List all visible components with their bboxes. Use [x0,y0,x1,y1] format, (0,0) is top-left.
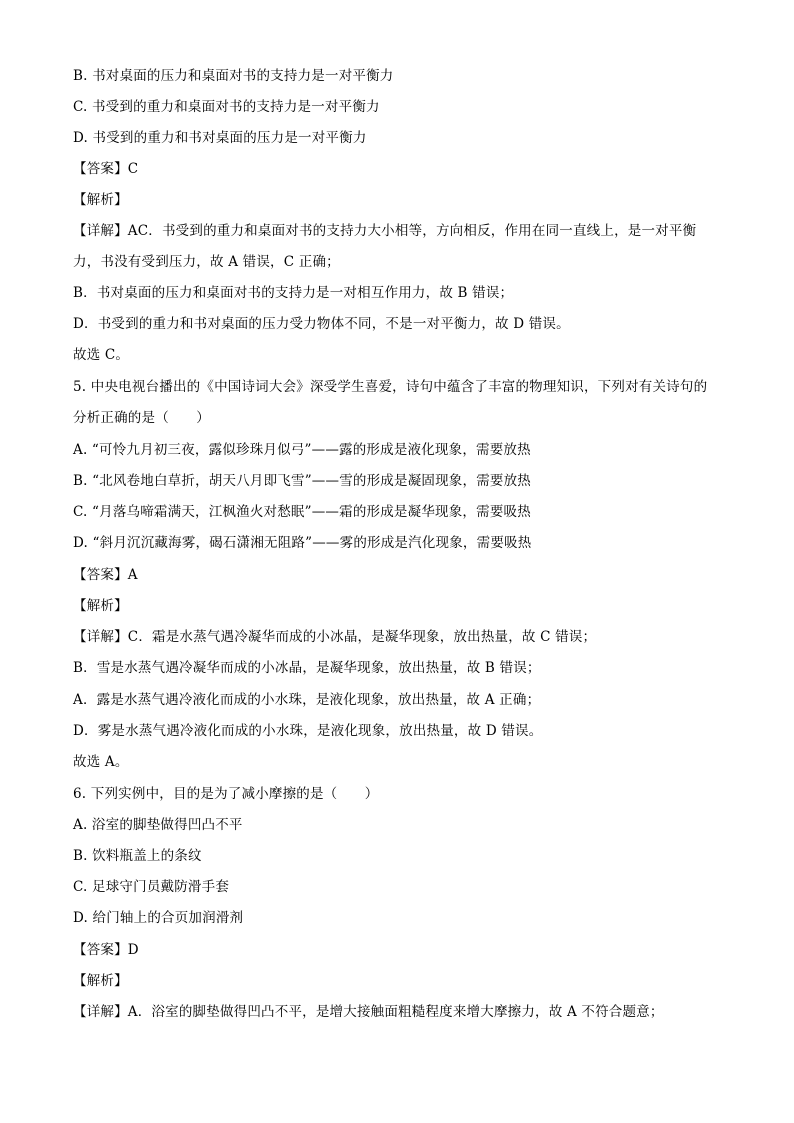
q4-detail-line-1: 【详解】AC．书受到的重力和桌面对书的支持力大小相等，方向相反，作用在同一直线上，是一对平衡 [73,223,697,239]
q5-option-a: A. “可怜九月初三夜，露似珍珠月似弓”——露的形成是液化现象，需要放热 [73,442,531,458]
q5-stem-line-2: 分析正确的是（ ） [73,410,210,426]
q5-detail-line-3: A．露是水蒸气遇冷液化而成的小水珠，是液化现象，放出热量，故 A 正确； [73,692,541,708]
q4-option-c: C. 书受到的重力和桌面对书的支持力是一对平衡力 [73,99,380,115]
q5-detail-line-2: B．雪是水蒸气遇冷凝华而成的小冰晶，是凝华现象，放出热量，故 B 错误； [73,660,541,676]
q5-detail-line-4: D．雾是水蒸气遇冷液化而成的小水珠，是液化现象，放出热量，故 D 错误。 [73,723,543,739]
q6-option-d: D. 给门轴上的合页加润滑剂 [73,910,244,926]
q4-detail-line-3: B．书对桌面的压力和桌面对书的支持力是一对相互作用力，故 B 错误； [73,285,514,301]
q6-detail-line-1: 【详解】A．浴室的脚垫做得凹凸不平，是增大接触面粗糙程度来增大摩擦力，故 A 不符合题意； [73,1004,664,1020]
q5-option-c: C. “月落乌啼霜满天，江枫渔火对愁眠”——霜的形成是凝华现象，需要吸热 [73,504,531,520]
q4-detail-line-2: 力，书没有受到压力，故 A 错误，C 正确； [73,254,340,270]
q4-analysis-header: 【解析】 [73,192,128,208]
q5-stem-line-1: 5. 中央电视台播出的《中国诗词大会》深受学生喜爱，诗句中蕴含了丰富的物理知识，下列对有关诗句的 [73,379,708,395]
q6-analysis-header: 【解析】 [73,973,128,989]
q5-option-b: B. “北风卷地白草折，胡天八月即飞雪”——雪的形成是凝固现象，需要放热 [73,473,532,489]
q4-answer: 【答案】C [73,161,139,177]
q5-conclusion: 故选 A。 [73,754,129,770]
q5-detail-line-1: 【详解】C．霜是水蒸气遇冷凝华而成的小冰晶，是凝华现象，放出热量，故 C 错误； [73,629,597,645]
q5-answer: 【答案】A [73,567,138,583]
q5-analysis-header: 【解析】 [73,598,128,614]
q4-option-d: D. 书受到的重力和书对桌面的压力是一对平衡力 [73,130,367,146]
q5-option-d: D. “斜月沉沉藏海雾，碣石潇湘无阻路”——雾的形成是汽化现象，需要吸热 [73,535,532,551]
q4-detail-line-4: D．书受到的重力和书对桌面的压力受力物体不同，不是一对平衡力，故 D 错误。 [73,316,570,332]
q6-option-b: B. 饮料瓶盖上的条纹 [73,848,202,864]
q6-option-a: A. 浴室的脚垫做得凹凸不平 [73,817,243,833]
q6-answer: 【答案】D [73,942,139,958]
q6-option-c: C. 足球守门员戴防滑手套 [73,879,230,895]
q4-conclusion: 故选 C。 [73,347,130,363]
q6-stem: 6. 下列实例中，目的是为了减小摩擦的是（ ） [73,786,379,802]
q4-option-b: B. 书对桌面的压力和桌面对书的支持力是一对平衡力 [73,68,394,84]
